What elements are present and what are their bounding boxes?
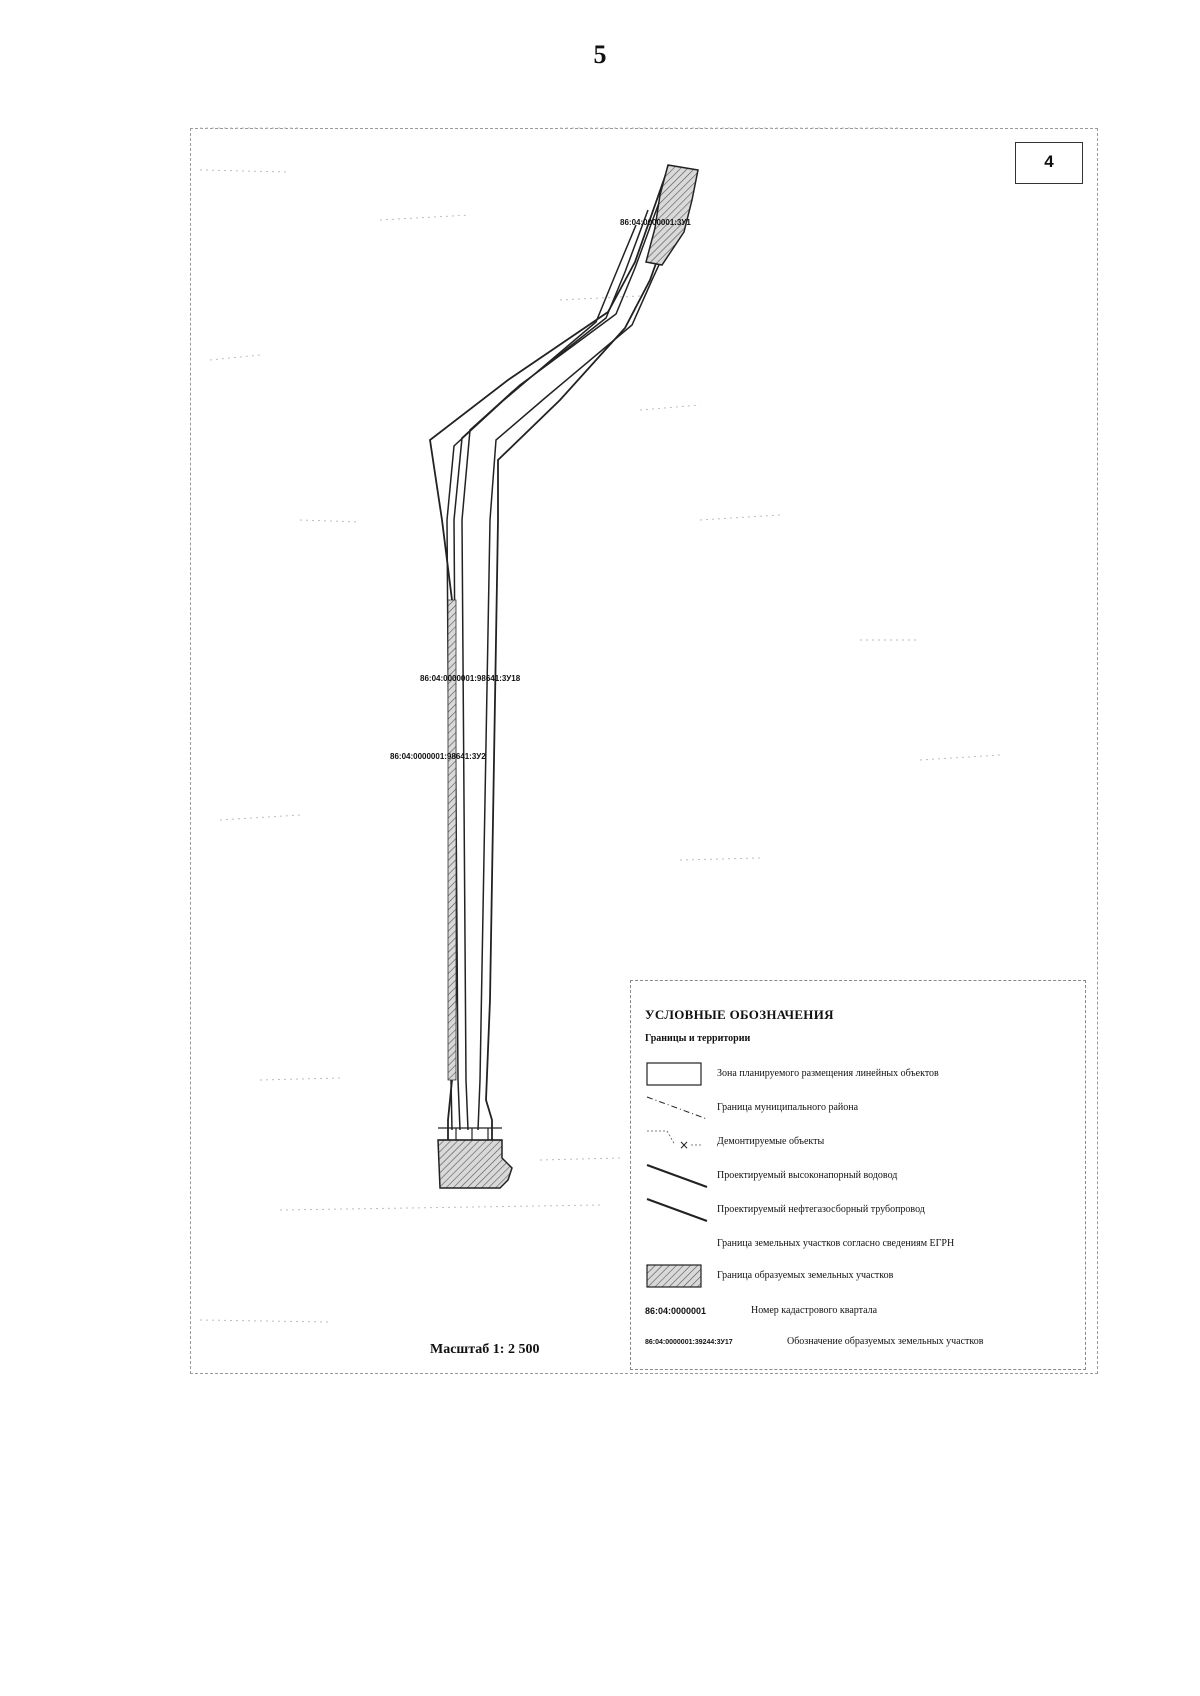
legend: [630, 980, 1086, 1370]
scale-text: Масштаб 1: 2 500: [430, 1342, 540, 1357]
parcel-label-zu2: 86:04:0000001:98641:3У2: [390, 752, 486, 761]
legend-label: Демонтируемые объекты: [717, 1136, 825, 1147]
svg-text:×: ×: [679, 1138, 690, 1152]
parcel-label-zu18: 86:04:0000001:98641:3У18: [420, 674, 521, 683]
legend-symbol-oil-gas-pipeline: [645, 1195, 709, 1225]
legend-quarter-code: 86:04:0000001: [645, 1306, 707, 1316]
legend-label: Граница муниципального района: [717, 1102, 859, 1113]
legend-symbol-demolished: [645, 1127, 709, 1157]
legend-label: Проектируемый нефтегазосборный трубопровод: [717, 1204, 925, 1215]
legend-label: Зона планируемого размещения линейных объектов: [717, 1068, 939, 1079]
legend-title: УСЛОВНЫЕ ОБОЗНАЧЕНИЯ: [645, 1007, 834, 1022]
legend-parcel-code-desc: Обозначение образуемых земельных участков: [787, 1336, 984, 1347]
legend-item: [631, 1093, 1085, 1123]
legend-quarter-code-desc: Номер кадастрового квартала: [751, 1305, 878, 1316]
legend-label: Проектируемый высоконапорный водовод: [717, 1170, 898, 1181]
legend-item: [631, 1229, 1085, 1259]
legend-symbol-water-main: [645, 1161, 709, 1191]
legend-label: Граница образуемых земельных участков: [717, 1270, 894, 1281]
page-number: 5: [593, 40, 607, 69]
legend-label: Граница земельных участков согласно сведениям ЕГРН: [717, 1238, 955, 1249]
legend-item: [631, 1127, 1085, 1157]
legend-parcel-code: 86:04:0000001:39244:3У17: [645, 1339, 733, 1346]
hatched-parcel-strip: [448, 600, 456, 1080]
parcel-label-zu1: 86:04:0000001:3У1: [620, 218, 691, 227]
legend-symbol-district-boundary: [645, 1093, 709, 1123]
legend-subtitle: Границы и территории: [645, 1033, 751, 1044]
legend-item: [631, 1261, 1085, 1291]
legend-item: [631, 1059, 1085, 1089]
legend-item: [631, 1195, 1085, 1225]
bottom-site-area: [438, 1140, 512, 1188]
legend-symbol-zone: [645, 1059, 709, 1089]
legend-symbol-new-parcel: [645, 1261, 709, 1291]
sheet-number-box: 4: [1015, 142, 1083, 184]
legend-item: [631, 1161, 1085, 1191]
